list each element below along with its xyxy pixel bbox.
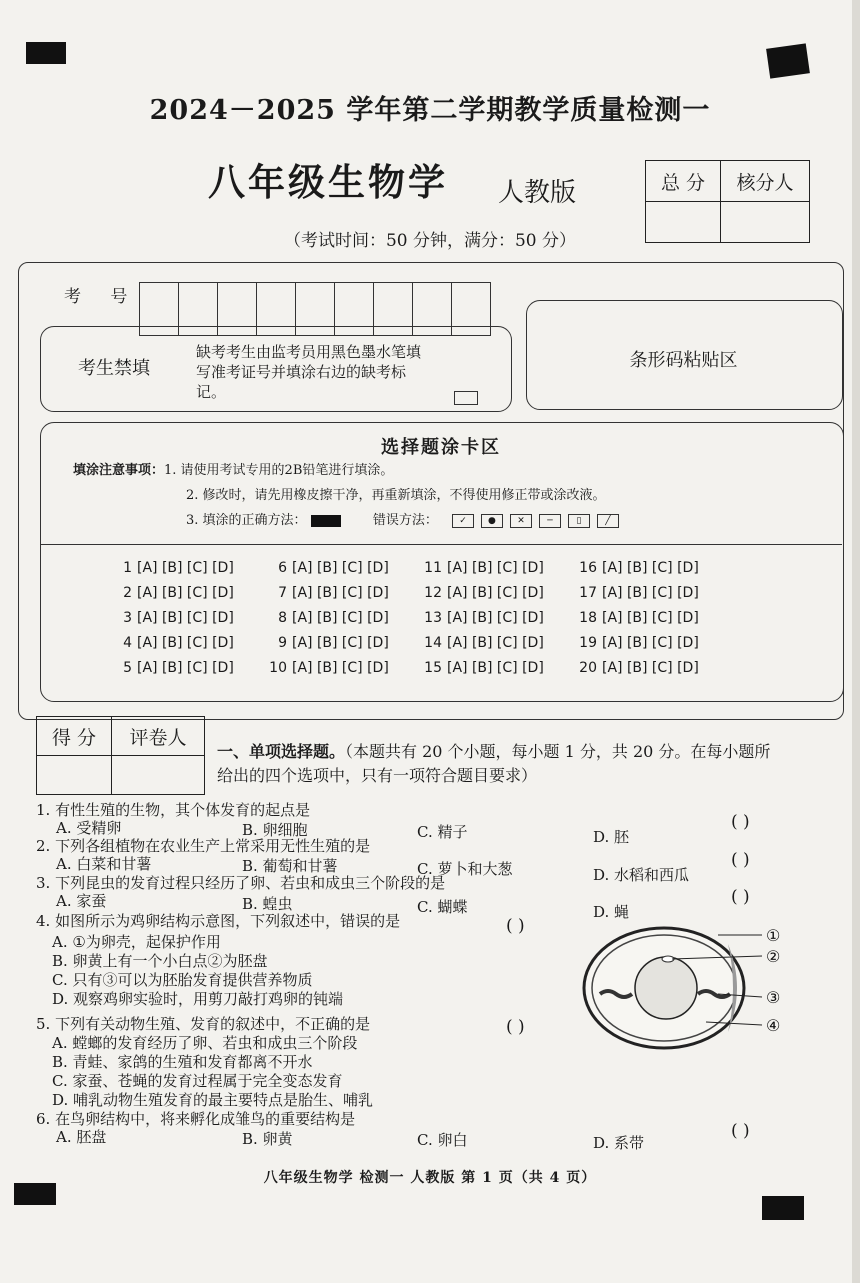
answer-item[interactable]: 4 [A] [B] [C] [D] [123,635,234,651]
answer-item[interactable]: 2 [A] [B] [C] [D] [123,585,234,601]
answer-row [110,560,730,585]
cross-icon: ✕ [510,514,532,528]
option: D. 蝇 [593,903,630,921]
option: C. 只有③可以为胚胎发育提供营养物质 [52,971,313,989]
absent-mark-box[interactable] [454,391,478,405]
egg-label-1: ① [766,926,781,945]
option: D. 水稻和西瓜 [593,866,690,884]
section-heading [217,740,777,788]
option: D. 观察鸡卵实验时，用剪刀敲打鸡卵的钝端 [52,990,344,1008]
option: A. 家蚕 [56,892,107,910]
answer-card-divider [40,544,842,545]
answer-row [110,660,730,685]
total-score-header: 总 分 [646,161,721,202]
answer-item[interactable]: 19 [A] [B] [C] [D] [579,635,699,651]
egg-label-4: ④ [766,1016,781,1035]
answer-item[interactable]: 1 [A] [B] [C] [D] [123,560,234,576]
question-2-stem: 2. 下列各组植物在农业生产上常采用无性生殖的是 [36,837,371,855]
option: B. 青蛙、家鸽的生殖和发育都离不开水 [52,1053,313,1071]
next-page-edge [852,0,860,1283]
registration-mark-top-left [26,42,66,64]
egg-label-3: ③ [766,988,781,1007]
egg-label-2: ② [766,947,781,966]
answer-row [110,585,730,610]
line-icon: ─ [539,514,561,528]
option: A. 螳螂的发育经历了卵、若虫和成虫三个阶段 [52,1034,358,1052]
question-4-stem: 4. 如图所示为鸡卵结构示意图，下列叙述中，错误的是 [36,912,401,930]
option: D. 系带 [593,1134,645,1152]
grader-cell[interactable] [112,756,205,795]
answer-item[interactable]: 5 [A] [B] [C] [D] [123,660,234,676]
answer-blank[interactable]: ( ) [731,812,750,832]
wrong-method-label: 错误方法： [372,513,438,528]
fill-instructions [73,458,619,533]
egg-structure-diagram [578,918,818,1066]
option: B. 葡萄和甘薯 [242,857,338,875]
score-cell[interactable] [37,756,112,795]
option: C. 萝卜和大葱 [417,860,513,878]
question-3-stem: 3. 下列昆虫的发育过程只经历了卵、若虫和成虫三个阶段的是 [36,874,446,892]
question-1-stem: 1. 有性生殖的生物，其个体发育的起点是 [36,801,311,819]
note-3: 3. 填涂的正确方法： [186,513,307,528]
question-5-stem: 5. 下列有关动物生殖、发育的叙述中，不正确的是 [36,1015,371,1033]
answer-item[interactable]: 11 [A] [B] [C] [D] [424,560,544,576]
answer-item[interactable]: 9 [A] [B] [C] [D] [278,635,389,651]
answer-item[interactable]: 12 [A] [B] [C] [D] [424,585,544,601]
answer-bubble-grid [110,560,730,685]
answer-row [110,635,730,660]
candidate-id-label: 考 号 [64,287,140,307]
subject-title: 八年级生物学 [208,160,448,204]
option: D. 哺乳动物生殖发育的最主要特点是胎生、哺乳 [52,1091,374,1109]
answer-item[interactable]: 8 [A] [B] [C] [D] [278,610,389,626]
partial-fill-icon: ▯ [568,514,590,528]
answer-blank[interactable]: ( ) [506,916,525,936]
barcode-label: 条形码粘贴区 [629,350,738,371]
option: A. ①为卵壳，起保护作用 [52,933,221,951]
dot-icon: ● [481,514,503,528]
answer-item[interactable]: 15 [A] [B] [C] [D] [424,660,544,676]
note-2: 2. 修改时，请先用橡皮擦干净，再重新填涂，不得使用修正带或涂改液。 [186,488,606,503]
answer-item[interactable]: 6 [A] [B] [C] [D] [278,560,389,576]
option: A. 白菜和甘薯 [56,855,152,873]
registration-mark-top-right [766,43,810,78]
exam-info: （考试时间：50 分钟，满分：50 分） [283,231,577,251]
option: D. 胚 [593,828,630,846]
question-6-stem: 6. 在鸟卵结构中，将来孵化成雏鸟的重要结构是 [36,1110,356,1128]
registration-mark-bottom-right [762,1196,804,1220]
absent-instructions: 缺考考生由监考员用黑色墨水笔填写准考证号并填涂右边的缺考标记。 [196,343,422,401]
answer-card-title: 选择题涂卡区 [381,437,501,458]
wrong-fill-examples [452,514,619,528]
exam-title: 2024－2025 学年第二学期教学质量检测一 [149,95,711,126]
check-mark-icon: ✓ [452,514,474,528]
notes-label: 填涂注意事项： [73,463,165,478]
section-description: （本题共有 20 个小题，每小题 1 分，共 20 分。在每小题所给出的四个选项中，只有一项符合题目要求） [217,742,771,785]
page-footer: 八年级生物学 检测一 人教版 第 1 页（共 4 页） [263,1170,597,1186]
section-title: 一、单项选择题。 [217,742,346,761]
answer-item[interactable]: 16 [A] [B] [C] [D] [579,560,699,576]
checker-header: 核分人 [721,161,810,202]
option: B. 卵黄 [242,1130,293,1148]
answer-item[interactable]: 10 [A] [B] [C] [D] [269,660,389,676]
option: C. 精子 [417,823,468,841]
option: A. 受精卵 [56,819,122,837]
option: B. 蝗虫 [242,895,293,913]
answer-item[interactable]: 20 [A] [B] [C] [D] [579,660,699,676]
answer-blank[interactable]: ( ) [731,850,750,870]
option: C. 蝴蝶 [417,898,468,916]
yolk [635,957,697,1019]
answer-item[interactable]: 17 [A] [B] [C] [D] [579,585,699,601]
answer-blank[interactable]: ( ) [731,887,750,907]
answer-item[interactable]: 7 [A] [B] [C] [D] [278,585,389,601]
score-header: 得 分 [37,717,112,756]
grader-header: 评卷人 [112,717,205,756]
answer-row [110,610,730,635]
option: C. 卵白 [417,1131,468,1149]
edition-label: 人教版 [498,178,577,208]
answer-item[interactable]: 13 [A] [B] [C] [D] [424,610,544,626]
grader-table [36,716,205,795]
correct-fill-example [311,515,341,527]
option: C. 家蚕、苍蝇的发育过程属于完全变态发育 [52,1072,343,1090]
note-1: 1. 请使用考试专用的2B铅笔进行填涂。 [164,463,394,478]
answer-item[interactable]: 14 [A] [B] [C] [D] [424,635,544,651]
answer-blank[interactable]: ( ) [731,1121,750,1141]
option: B. 卵黄上有一个小白点②为胚盘 [52,952,268,970]
slash-icon: ╱ [597,514,619,528]
answer-item[interactable]: 3 [A] [B] [C] [D] [123,610,234,626]
answer-blank[interactable]: ( ) [506,1017,525,1037]
answer-item[interactable]: 18 [A] [B] [C] [D] [579,610,699,626]
option: A. 胚盘 [56,1128,107,1146]
absent-label: 考生禁填 [78,358,150,379]
option: B. 卵细胞 [242,821,308,839]
